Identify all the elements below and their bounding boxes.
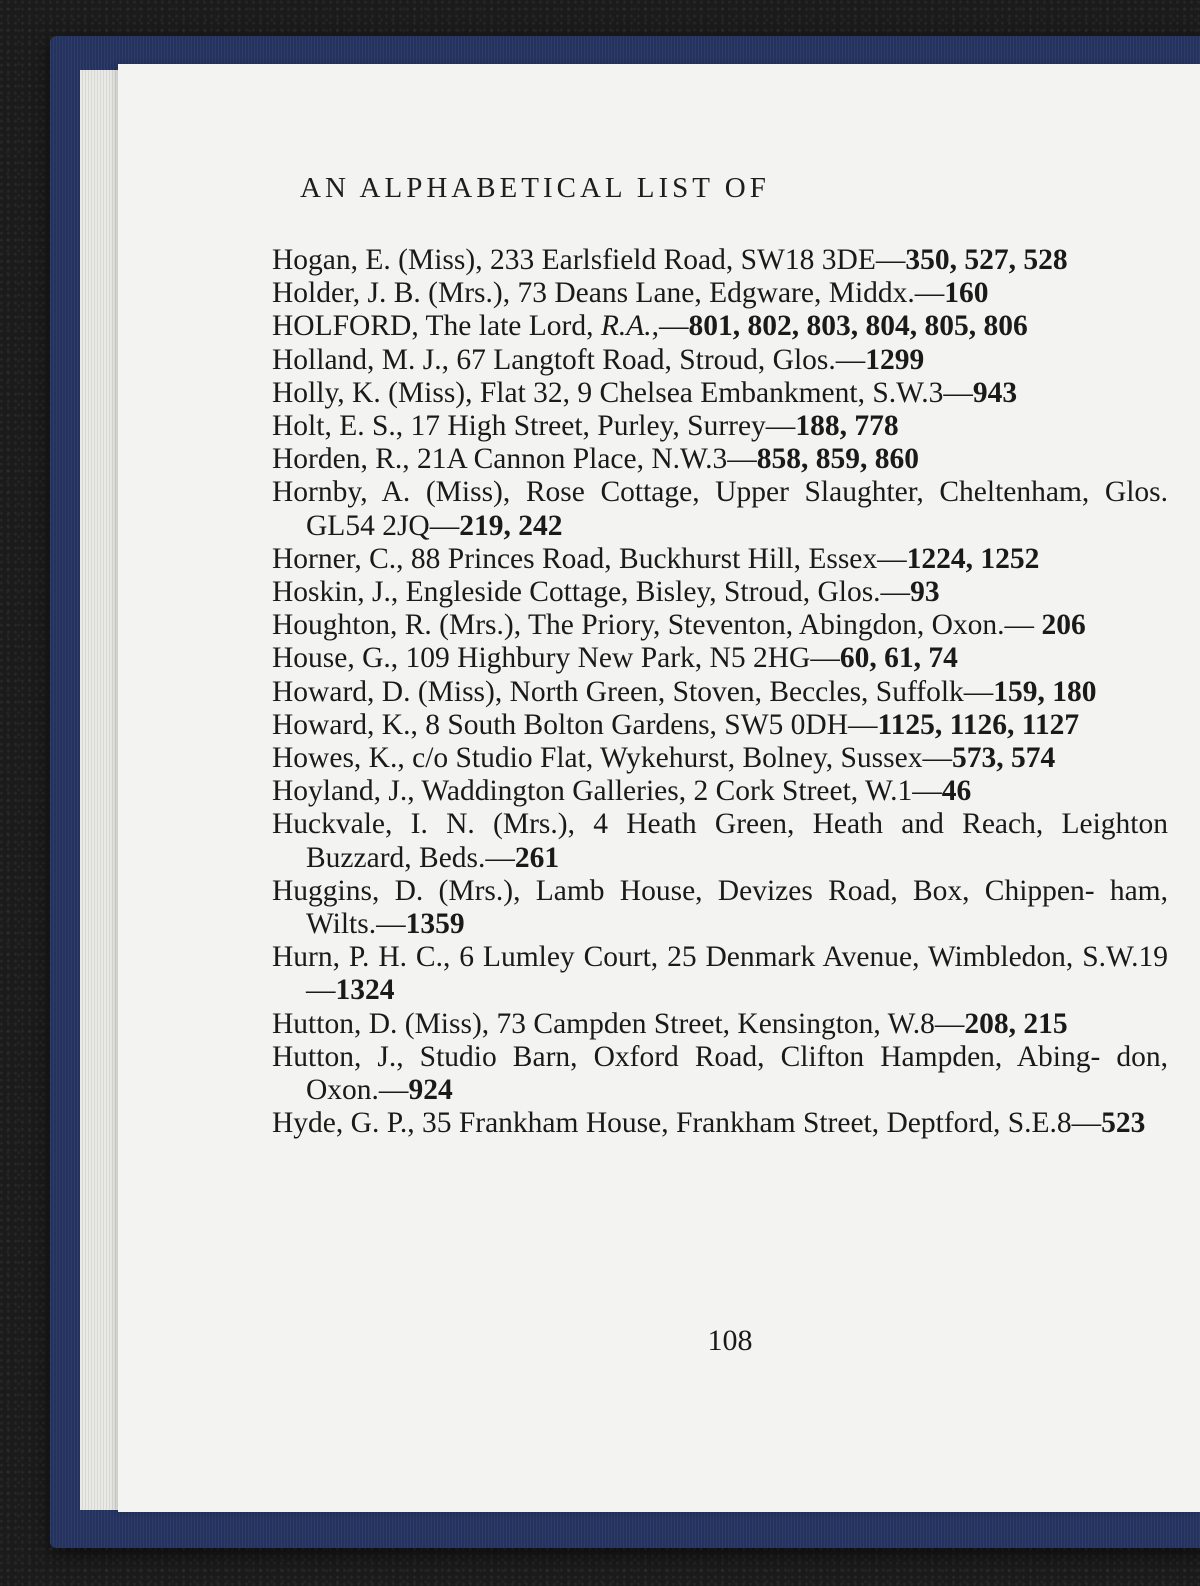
list-entry: Horden, R., 21A Cannon Place, N.W.3—858, 859, 860 bbox=[272, 443, 920, 476]
list-entry: Holt, E. S., 17 High Street, Purley, Surrey—188, 778 bbox=[272, 410, 899, 443]
running-header: AN ALPHABETICAL LIST OF bbox=[300, 172, 770, 204]
list-entry: Howes, K., c/o Studio Flat, Wykehurst, Bolney, Sussex—573, 574 bbox=[272, 742, 1056, 775]
list-entry: Hoyland, J., Waddington Galleries, 2 Cork Street, W.1—46 bbox=[272, 775, 972, 808]
list-entry: House, G., 109 Highbury New Park, N5 2HG—60, 61, 74 bbox=[272, 642, 958, 675]
list-entry: HOLFORD, The late Lord, R.A.,—801, 802, 803, 804, 805, 806 bbox=[272, 310, 1028, 343]
list-entry: Hogan, E. (Miss), 233 Earlsfield Road, SW18 3DE—350, 527, 528 bbox=[272, 244, 1068, 276]
list-entry: Houghton, R. (Mrs.), The Priory, Steventon, Abingdon, Oxon.— 206 bbox=[272, 609, 1086, 642]
list-entry: Hutton, J., Studio Barn, Oxford Road, Clifton Hampden, Abing- don, Oxon.—924 bbox=[272, 1040, 1168, 1107]
list-entry: Hornby, A. (Miss), Rose Cottage, Upper Slaughter, Cheltenham, Glos. GL54 2JQ—219, 242 bbox=[272, 476, 1168, 542]
list-entry: Hoskin, J., Engleside Cottage, Bisley, Stroud, Glos.—93 bbox=[272, 576, 940, 609]
list-entry: Hurn, P. H. C., 6 Lumley Court, 25 Denmark Avenue, Wimbledon, S.W.19—1324 bbox=[272, 941, 1168, 1007]
entry-list bbox=[272, 244, 1168, 1140]
list-entry: Huggins, D. (Mrs.), Lamb House, Devizes Road, Box, Chippen- ham, Wilts.—1359 bbox=[272, 874, 1168, 941]
list-entry: Holly, K. (Miss), Flat 32, 9 Chelsea Embankment, S.W.3—943 bbox=[272, 376, 1018, 409]
list-entry: Huckvale, I. N. (Mrs.), 4 Heath Green, Heath and Reach, Leighton Buzzard, Beds.—261 bbox=[272, 808, 1168, 874]
list-entry: Hyde, G. P., 35 Frankham House, Frankham Street, Deptford, S.E.8—523 bbox=[272, 1107, 1146, 1140]
page-number: 108 bbox=[707, 1324, 753, 1357]
list-entry: Holder, J. B. (Mrs.), 73 Deans Lane, Edgware, Middx.—160 bbox=[272, 277, 989, 310]
list-entry: Howard, K., 8 South Bolton Gardens, SW5 0DH—1125, 1126, 1127 bbox=[272, 708, 1080, 741]
list-entry: Holland, M. J., 67 Langtoft Road, Stroud, Glos.—1299 bbox=[272, 343, 925, 376]
list-entry: Hutton, D. (Miss), 73 Campden Street, Kensington, W.8—208, 215 bbox=[272, 1007, 1068, 1040]
list-entry: Horner, C., 88 Princes Road, Buckhurst Hill, Essex—1224, 1252 bbox=[272, 542, 1040, 575]
list-entry: Howard, D. (Miss), North Green, Stoven, Beccles, Suffolk—159, 180 bbox=[272, 675, 1097, 708]
